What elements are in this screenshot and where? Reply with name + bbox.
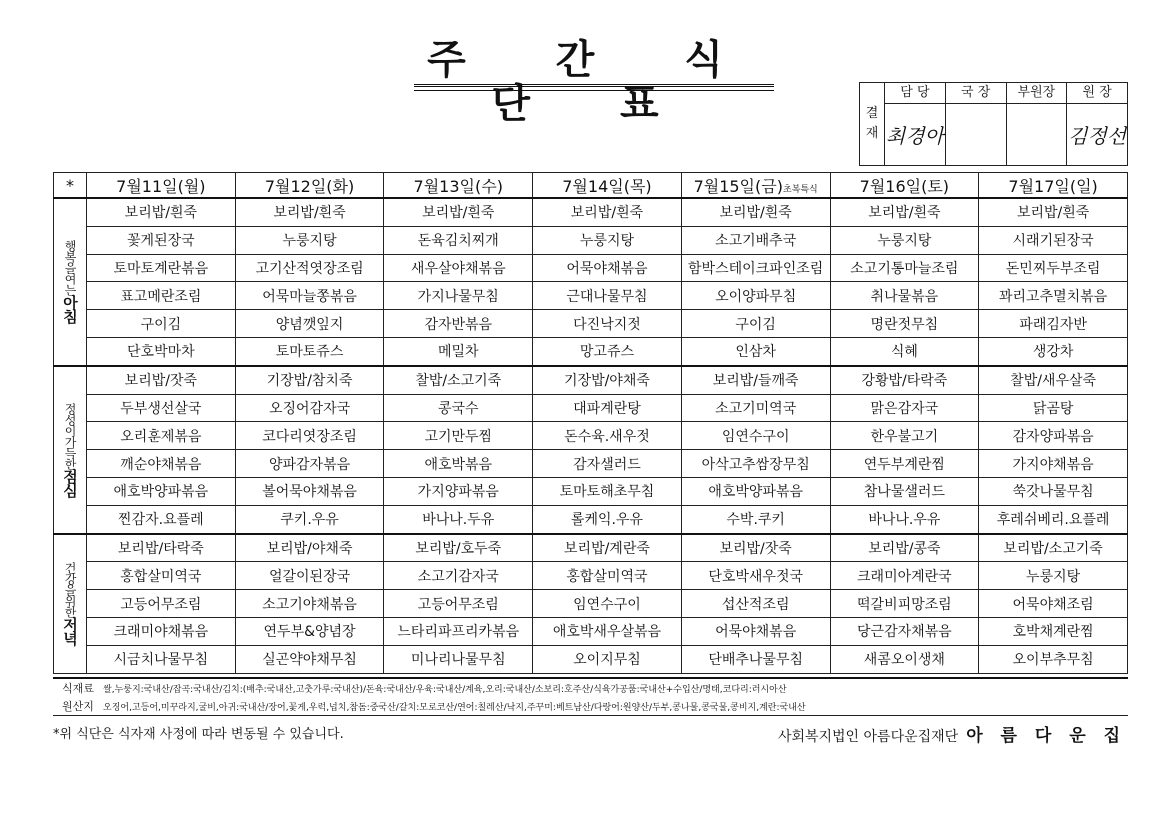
approval-role: 담 당 — [885, 83, 945, 104]
menu-cell: 보리밥/흰죽 — [384, 198, 533, 226]
meal-row — [54, 366, 1128, 394]
menu-cell: 보리밥/잣죽 — [87, 366, 236, 394]
page-title: 주 간 식 단 표 — [414, 38, 774, 87]
menu-cell: 단호박마차 — [87, 337, 236, 365]
approval-col-manager — [885, 83, 946, 165]
menu-cell: 떡갈비피망조림 — [830, 590, 979, 618]
menu-cell: 소고기미역국 — [681, 394, 830, 422]
day-header: 7월16일(토) — [830, 173, 979, 199]
menu-cell: 보리밥/흰죽 — [830, 198, 979, 226]
day-header: 7월13일(수) — [384, 173, 533, 199]
approval-signature: 김정선 — [1068, 124, 1127, 148]
meal-label — [54, 366, 87, 534]
menu-cell: 명란젓무침 — [830, 310, 979, 338]
menu-cell: 볼어묵야채볶음 — [235, 477, 384, 505]
menu-cell: 두부생선살국 — [87, 394, 236, 422]
menu-cell: 파래김자반 — [979, 310, 1128, 338]
menu-cell: 시금치나물무침 — [87, 645, 236, 673]
menu-cell: 고등어무조림 — [87, 590, 236, 618]
menu-cell: 인삼차 — [681, 337, 830, 365]
breakfast-section — [54, 198, 1128, 366]
menu-cell: 꽃게된장국 — [87, 226, 236, 254]
menu-cell: 찐감자.요플레 — [87, 505, 236, 533]
menu-cell: 새우살야채볶음 — [384, 254, 533, 282]
menu-cell: 코다리엿장조림 — [235, 422, 384, 450]
menu-cell: 새콤오이생채 — [830, 645, 979, 673]
day-header: 7월11일(월) — [87, 173, 236, 199]
menu-cell: 깨순야채볶음 — [87, 450, 236, 478]
menu-cell: 바나나.두유 — [384, 505, 533, 533]
meal-row — [54, 282, 1128, 310]
menu-cell: 어묵마늘쫑볶음 — [235, 282, 384, 310]
day-note: 초복특식 — [782, 184, 818, 195]
menu-cell: 느타리파프리카볶음 — [384, 617, 533, 645]
footer-org — [778, 721, 1126, 746]
menu-cell: 취나물볶음 — [830, 282, 979, 310]
menu-cell: 기장밥/참치죽 — [235, 366, 384, 394]
menu-cell: 롤케익.우유 — [533, 505, 682, 533]
menu-cell: 어묵야채조림 — [979, 590, 1128, 618]
menu-cell: 보리밥/흰죽 — [87, 198, 236, 226]
menu-cell: 보리밥/계란죽 — [533, 534, 682, 562]
menu-cell: 쑥갓나물무침 — [979, 477, 1128, 505]
menu-cell: 오이양파무침 — [681, 282, 830, 310]
menu-cell: 감자반볶음 — [384, 310, 533, 338]
menu-cell: 토마토계란볶음 — [87, 254, 236, 282]
menu-cell: 애호박양파볶음 — [681, 477, 830, 505]
menu-cell: 오징어감자국 — [235, 394, 384, 422]
menu-cell: 다진낙지젓 — [533, 310, 682, 338]
menu-cell: 돈육김치찌개 — [384, 226, 533, 254]
meal-row — [54, 226, 1128, 254]
menu-cell: 오리훈제볶음 — [87, 422, 236, 450]
menu-cell: 구이김 — [87, 310, 236, 338]
meal-subtitle: 건강을위한 — [63, 562, 77, 618]
menu-cell: 고기산적엿장조림 — [235, 254, 384, 282]
menu-cell: 애호박양파볶음 — [87, 477, 236, 505]
menu-cell: 소고기감자국 — [384, 562, 533, 590]
menu-cell: 돈수육.새우젓 — [533, 422, 682, 450]
menu-cell: 소고기야채볶음 — [235, 590, 384, 618]
approval-role: 원 장 — [1067, 83, 1127, 104]
menu-cell: 닭곰탕 — [979, 394, 1128, 422]
menu-cell: 돈민찌두부조림 — [979, 254, 1128, 282]
menu-cell: 수박.쿠키 — [681, 505, 830, 533]
menu-cell: 소고기배추국 — [681, 226, 830, 254]
menu-cell: 애호박새우살볶음 — [533, 617, 682, 645]
origin-text: 오징어,고등어,미꾸라지,굴비,아귀:국내산/장어,꽃게,우럭,넙치,참돔:중국산/갈치:모로코산/연어:칠레산/낙지,주꾸미:베트남산/다랑어:원양산/두부,콩나물,콩국물,콩비지,계란:국내산 — [103, 702, 806, 713]
meal-row — [54, 422, 1128, 450]
menu-cell: 누룽지탕 — [533, 226, 682, 254]
menu-cell: 고기만두찜 — [384, 422, 533, 450]
org-prefix: 사회복지법인 아름다운집재단 — [777, 729, 959, 745]
menu-cell: 가지야채볶음 — [979, 450, 1128, 478]
menu-cell: 누룽지탕 — [979, 562, 1128, 590]
origin-text: 쌀,누룽지:국내산/잡곡:국내산/김치:(배추:국내산,고춧가루:국내산)/돈육:국내산/우육:국내산/계육,오리:국내산/소보리:호주산/식육가공품:국내산+수입산/명태,코다리:러시아산 — [103, 684, 787, 695]
meal-row — [54, 505, 1128, 533]
menu-cell: 보리밥/소고기죽 — [979, 534, 1128, 562]
approval-box — [859, 82, 1128, 166]
meal-title: 점심 — [61, 468, 79, 497]
menu-cell: 쿠키.우유 — [235, 505, 384, 533]
menu-cell: 생강차 — [979, 337, 1128, 365]
menu-cell: 보리밥/흰죽 — [235, 198, 384, 226]
menu-cell: 토마토해초무침 — [533, 477, 682, 505]
menu-cell: 보리밥/흰죽 — [681, 198, 830, 226]
approval-col-vice — [1007, 83, 1068, 165]
meal-title: 저녁 — [61, 617, 79, 646]
approval-role: 국 장 — [946, 83, 1006, 104]
approval-signature: 최경아 — [885, 124, 944, 148]
meal-title: 아침 — [61, 295, 79, 324]
menu-cell: 망고쥬스 — [533, 337, 682, 365]
menu-cell: 식혜 — [830, 337, 979, 365]
menu-cell: 오이지무침 — [533, 645, 682, 673]
menu-cell: 보리밥/잣죽 — [681, 534, 830, 562]
menu-cell: 홍합살미역국 — [87, 562, 236, 590]
menu-cell: 크래미야채볶음 — [87, 617, 236, 645]
meal-row — [54, 562, 1128, 590]
menu-cell: 가지나물무침 — [384, 282, 533, 310]
origin-label: 식재료 — [62, 682, 94, 695]
menu-cell: 보리밥/콩죽 — [830, 534, 979, 562]
day-header — [681, 173, 830, 199]
menu-cell: 누룽지탕 — [830, 226, 979, 254]
lunch-section — [54, 366, 1128, 534]
meal-row — [54, 534, 1128, 562]
menu-cell: 보리밥/야채죽 — [235, 534, 384, 562]
menu-cell: 표고메란조림 — [87, 282, 236, 310]
meal-row — [54, 254, 1128, 282]
origin-notes — [53, 677, 1128, 716]
menu-cell: 임연수구이 — [681, 422, 830, 450]
menu-cell: 양념깻잎지 — [235, 310, 384, 338]
corner-cell: * — [54, 173, 87, 199]
day-header: 7월14일(목) — [533, 173, 682, 199]
menu-cell: 구이김 — [681, 310, 830, 338]
menu-cell: 감자샐러드 — [533, 450, 682, 478]
meal-row — [54, 394, 1128, 422]
menu-cell: 애호박볶음 — [384, 450, 533, 478]
menu-table — [53, 172, 1128, 674]
menu-cell: 섭산적조림 — [681, 590, 830, 618]
day-header: 7월12일(화) — [235, 173, 384, 199]
menu-cell: 단호박새우젓국 — [681, 562, 830, 590]
menu-cell: 크래미아계란국 — [830, 562, 979, 590]
meal-label — [54, 198, 87, 366]
origin-row — [53, 679, 1128, 697]
menu-cell: 호박채계란찜 — [979, 617, 1128, 645]
approval-col-head — [1067, 83, 1127, 165]
menu-cell: 대파계란탕 — [533, 394, 682, 422]
meal-row — [54, 645, 1128, 673]
menu-cell: 실곤약야채무침 — [235, 645, 384, 673]
menu-cell: 누룽지탕 — [235, 226, 384, 254]
meal-row — [54, 450, 1128, 478]
menu-cell: 미나리나물무침 — [384, 645, 533, 673]
meal-row — [54, 590, 1128, 618]
menu-cell: 꽈리고추멸치볶음 — [979, 282, 1128, 310]
dinner-section — [54, 534, 1128, 673]
meal-row — [54, 337, 1128, 365]
menu-cell: 얼갈이된장국 — [235, 562, 384, 590]
menu-cell: 찰밥/새우살죽 — [979, 366, 1128, 394]
menu-cell: 가지양파볶음 — [384, 477, 533, 505]
menu-cell: 양파감자볶음 — [235, 450, 384, 478]
meal-row — [54, 310, 1128, 338]
menu-cell: 근대나물무침 — [533, 282, 682, 310]
menu-cell: 홍합살미역국 — [533, 562, 682, 590]
menu-cell: 어묵야채볶음 — [681, 617, 830, 645]
origin-label: 원산지 — [62, 700, 94, 713]
menu-cell: 단배추나물무침 — [681, 645, 830, 673]
menu-cell: 보리밥/흰죽 — [979, 198, 1128, 226]
menu-cell: 보리밥/타락죽 — [87, 534, 236, 562]
day-header-label: 7월15일(금) — [693, 176, 783, 196]
menu-cell: 감자양파볶음 — [979, 422, 1128, 450]
menu-cell: 당근감자채볶음 — [830, 617, 979, 645]
approval-role: 부원장 — [1007, 83, 1067, 104]
menu-cell: 찰밥/소고기죽 — [384, 366, 533, 394]
menu-cell: 어묵야채볶음 — [533, 254, 682, 282]
menu-cell: 임연수구이 — [533, 590, 682, 618]
menu-cell: 참나물샐러드 — [830, 477, 979, 505]
menu-cell: 후레쉬베리.요플레 — [979, 505, 1128, 533]
menu-cell: 시래기된장국 — [979, 226, 1128, 254]
meal-subtitle: 행복을여는 — [63, 240, 77, 296]
menu-cell: 보리밥/호두죽 — [384, 534, 533, 562]
menu-cell: 연두부계란찜 — [830, 450, 979, 478]
approval-signature — [1007, 104, 1067, 165]
approval-side-label — [860, 83, 885, 165]
meal-row — [54, 198, 1128, 226]
menu-cell: 콩국수 — [384, 394, 533, 422]
meal-row — [54, 477, 1128, 505]
meal-subtitle: 정성이가득한 — [63, 402, 77, 469]
menu-cell: 아삭고추쌈장무침 — [681, 450, 830, 478]
menu-cell: 보리밥/흰죽 — [533, 198, 682, 226]
approval-side-label-2: 재 — [865, 126, 879, 141]
menu-cell: 함박스테이크파인조림 — [681, 254, 830, 282]
menu-cell: 한우불고기 — [830, 422, 979, 450]
approval-side-label-1: 결 — [865, 106, 879, 121]
menu-cell: 오이부추무침 — [979, 645, 1128, 673]
menu-cell: 토마토쥬스 — [235, 337, 384, 365]
menu-cell: 메밀차 — [384, 337, 533, 365]
menu-cell: 소고기통마늘조림 — [830, 254, 979, 282]
menu-cell: 맑은감자국 — [830, 394, 979, 422]
menu-cell: 바나나.우유 — [830, 505, 979, 533]
day-header-row — [54, 173, 1128, 199]
footer-note: *위 식단은 식자재 사정에 따라 변동될 수 있습니다. — [53, 727, 344, 742]
day-header: 7월17일(일) — [979, 173, 1128, 199]
org-name: 아 름 다 운 집 — [966, 726, 1126, 746]
approval-signature — [946, 104, 1006, 165]
meal-label — [54, 534, 87, 673]
menu-cell: 기장밥/야채죽 — [533, 366, 682, 394]
menu-cell: 고등어무조림 — [384, 590, 533, 618]
menu-cell: 보리밥/들깨죽 — [681, 366, 830, 394]
menu-cell: 연두부&양념장 — [235, 617, 384, 645]
origin-row — [53, 697, 1128, 715]
approval-col-director — [946, 83, 1007, 165]
meal-row — [54, 617, 1128, 645]
menu-cell: 강황밥/타락죽 — [830, 366, 979, 394]
